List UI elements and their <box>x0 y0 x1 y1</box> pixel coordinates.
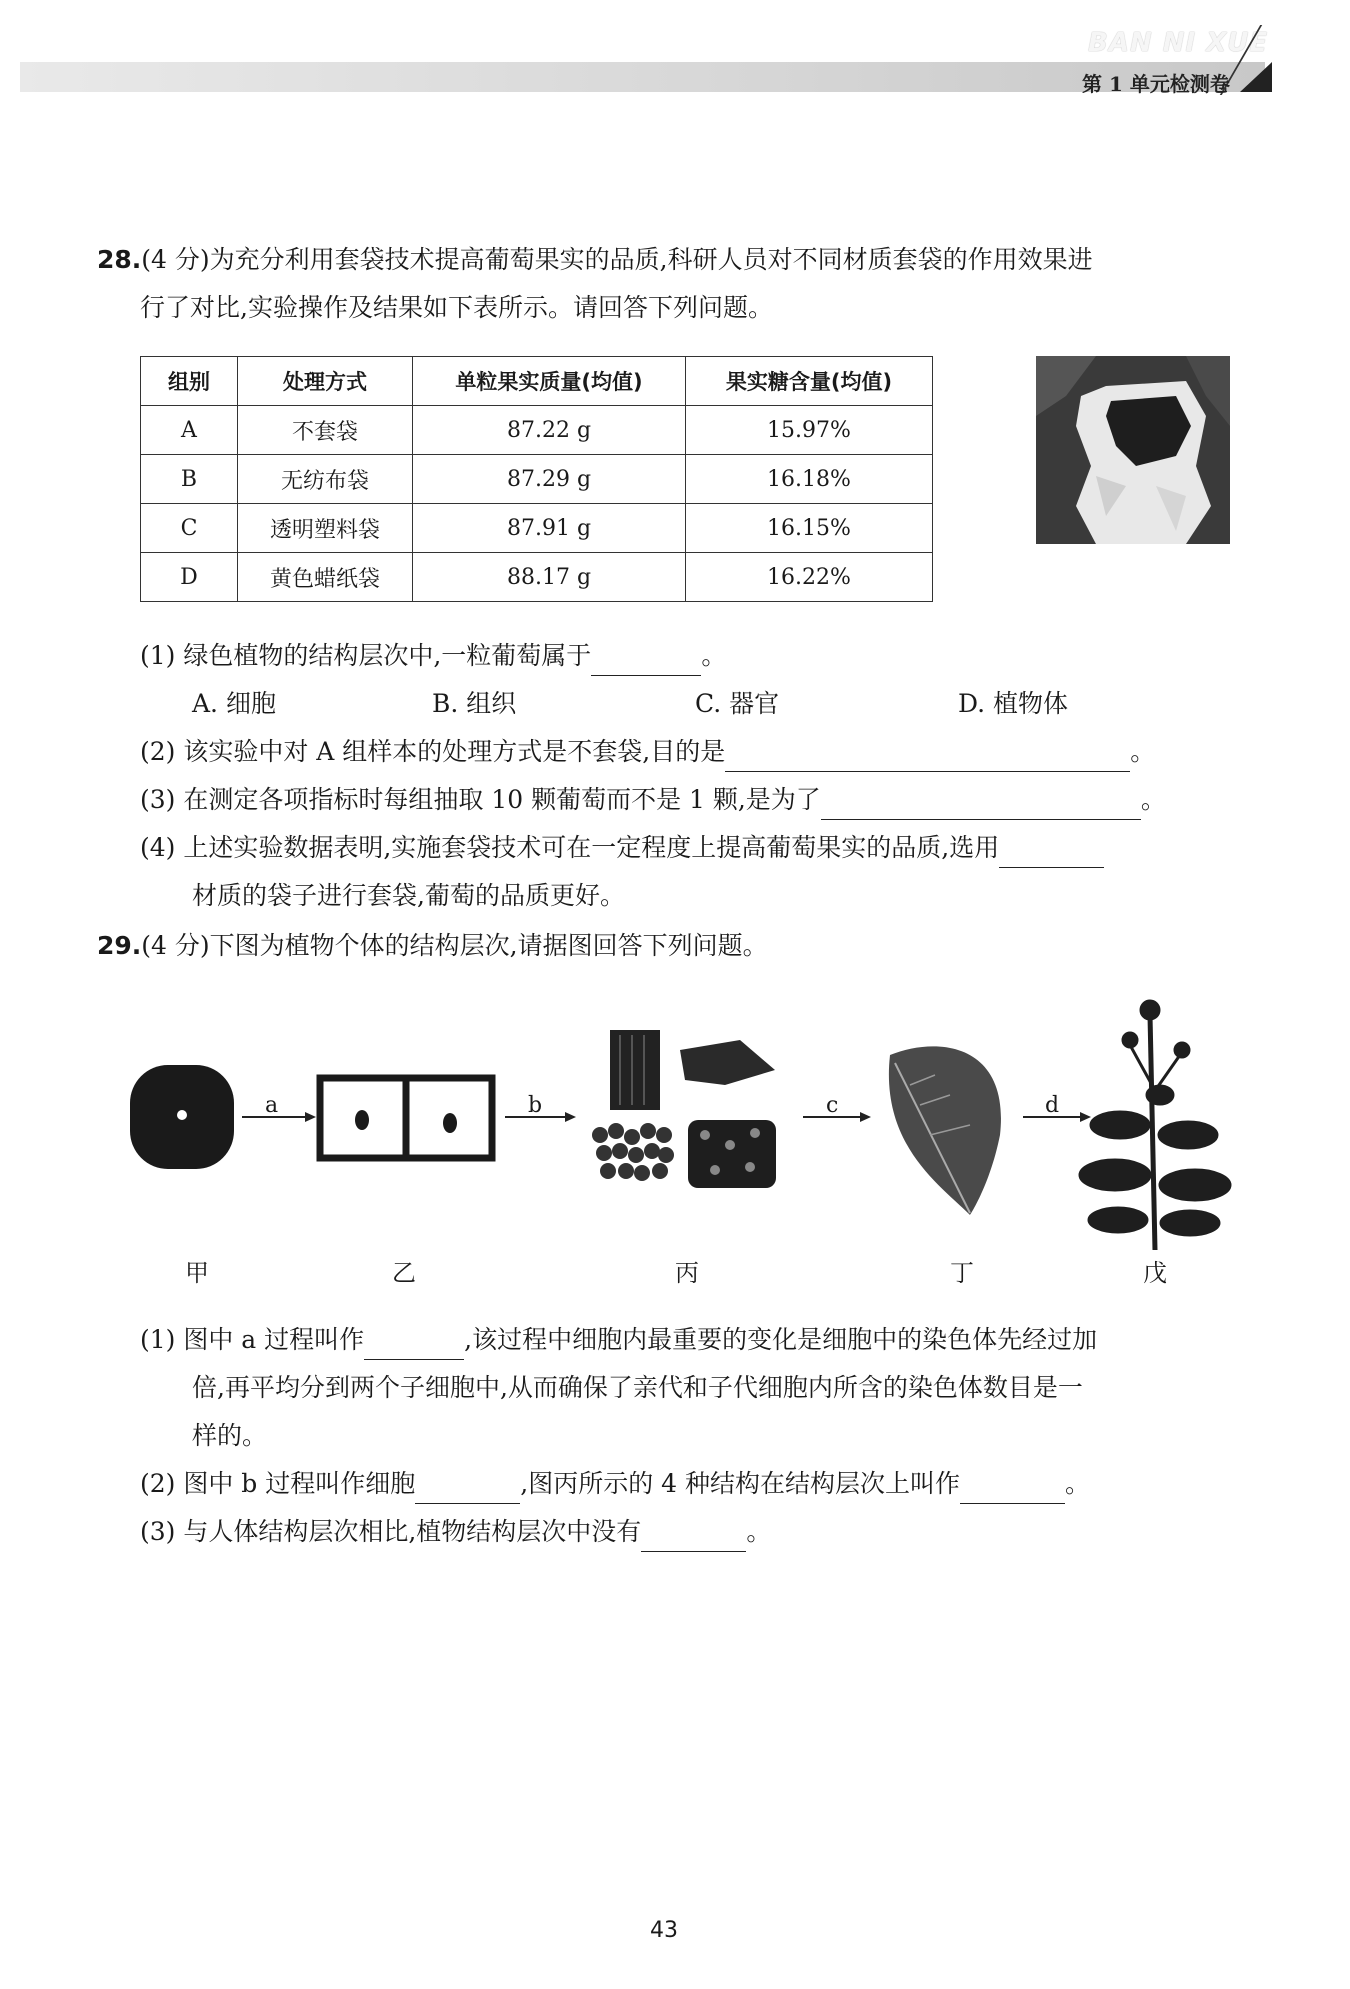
q28-intro-line1 <box>97 240 1093 280</box>
table-cell: 87.29 g <box>413 455 686 504</box>
table-header-cell: 单粒果实质量(均值) <box>413 357 686 406</box>
table-header-cell: 组别 <box>141 357 238 406</box>
q28-sub3 <box>140 780 1166 820</box>
arrow-a-icon <box>242 1112 316 1122</box>
table-cell: D <box>141 553 238 602</box>
plant-illustration <box>1079 1000 1231 1250</box>
q29-intro-text: (4 分)下图为植物个体的结构层次,请据图回答下列问题。 <box>141 931 768 960</box>
q29-intro <box>97 926 768 966</box>
table-row <box>141 553 933 602</box>
table-cell: 16.22% <box>686 553 933 602</box>
table-cell: 黄色蜡纸袋 <box>238 553 413 602</box>
q29-sub1-line3: 样的。 <box>192 1421 268 1450</box>
header-brand: BAN NI XUE <box>1088 28 1269 58</box>
sentence-period: 。 <box>701 641 727 670</box>
header-decoration <box>1240 62 1272 92</box>
q29-sub1-line2: 倍,再平均分到两个子细胞中,从而确保了亲代和子代细胞内所含的染色体数目是一 <box>192 1373 1083 1402</box>
answer-blank[interactable] <box>821 791 1141 820</box>
dividing-cells-illustration <box>320 1078 492 1158</box>
table-cell: 16.15% <box>686 504 933 553</box>
q29-sub2-text-b: ,图丙所示的 4 种结构在结构层次上叫作 <box>520 1469 961 1498</box>
sentence-period: 。 <box>1065 1469 1091 1498</box>
table-row <box>141 406 933 455</box>
q28-sub1-text: (1) 绿色植物的结构层次中,一粒葡萄属于 <box>140 641 592 670</box>
table-header-cell: 果实糖含量(均值) <box>686 357 933 406</box>
q29-sub1-line1 <box>140 1320 1097 1360</box>
q28-choice-a[interactable]: A. 细胞 <box>192 689 276 718</box>
cell-illustration <box>130 1065 234 1169</box>
grape-bag-illustration <box>1036 356 1230 544</box>
arrow-label-a: a <box>265 1093 279 1118</box>
table-header-row <box>141 357 933 406</box>
answer-blank[interactable] <box>725 743 1130 772</box>
answer-blank[interactable] <box>415 1475 520 1504</box>
q29-sub3 <box>140 1512 771 1552</box>
q28-sub4-line1 <box>140 828 1104 868</box>
grape-bag-photo <box>1036 356 1230 544</box>
arrow-label-b: b <box>528 1093 543 1118</box>
q28-choice-c[interactable]: C. 器官 <box>695 689 780 718</box>
q29-number: 29. <box>97 931 142 960</box>
table-cell: 87.91 g <box>413 504 686 553</box>
diagram-label-yi: 乙 <box>392 1259 416 1287</box>
diagram-label-wu: 戊 <box>1143 1259 1167 1287</box>
sentence-period: 。 <box>1140 785 1166 814</box>
q28-choice-b[interactable]: B. 组织 <box>432 689 517 718</box>
header-subtitle: 第 1 单元检测卷 <box>1082 72 1230 96</box>
table-cell: 15.97% <box>686 406 933 455</box>
header-band <box>20 62 1265 92</box>
table-cell: C <box>141 504 238 553</box>
q29-sub3-text: (3) 与人体结构层次相比,植物结构层次中没有 <box>140 1517 642 1546</box>
q29-sub1-text-a: (1) 图中 a 过程叫作 <box>140 1325 365 1354</box>
sentence-period: 。 <box>1130 737 1156 766</box>
structure-levels-illustration <box>120 985 1250 1255</box>
q29-sub2 <box>140 1464 1090 1504</box>
diagram-label-bing: 丙 <box>675 1259 699 1287</box>
sentence-period: 。 <box>746 1517 772 1546</box>
table-cell: 88.17 g <box>413 553 686 602</box>
q28-sub3-text: (3) 在测定各项指标时每组抽取 10 颗葡萄而不是 1 颗,是为了 <box>140 785 821 814</box>
table-cell: 透明塑料袋 <box>238 504 413 553</box>
answer-blank[interactable] <box>960 1475 1065 1504</box>
answer-blank[interactable] <box>641 1523 746 1552</box>
diagram-label-jia: 甲 <box>185 1259 209 1287</box>
table-header-cell: 处理方式 <box>238 357 413 406</box>
answer-blank[interactable] <box>999 839 1104 868</box>
table-row <box>141 455 933 504</box>
answer-blank[interactable] <box>364 1331 464 1360</box>
arrow-label-c: c <box>826 1093 839 1118</box>
arrow-label-d: d <box>1045 1093 1060 1118</box>
leaf-illustration <box>889 1046 1001 1215</box>
plant-structure-diagram <box>120 985 1250 1285</box>
diagram-label-ding: 丁 <box>950 1259 974 1287</box>
q28-intro-line2: 行了对比,实验操作及结果如下表所示。请回答下列问题。 <box>140 293 773 322</box>
q28-data-table <box>140 356 933 602</box>
table-row <box>141 504 933 553</box>
table-cell: 无纺布袋 <box>238 455 413 504</box>
table-cell: 87.22 g <box>413 406 686 455</box>
q28-number: 28. <box>97 245 142 274</box>
table-cell: B <box>141 455 238 504</box>
q28-choice-d[interactable]: D. 植物体 <box>958 689 1069 718</box>
q28-sub4-line2: 材质的袋子进行套袋,葡萄的品质更好。 <box>192 881 625 910</box>
q28-sub2 <box>140 732 1155 772</box>
q29-sub2-text-a: (2) 图中 b 过程叫作细胞 <box>140 1469 416 1498</box>
table-cell: 16.18% <box>686 455 933 504</box>
q28-sub4-text1: (4) 上述实验数据表明,实施套袋技术可在一定程度上提高葡萄果实的品质,选用 <box>140 833 1000 862</box>
tissues-illustration <box>592 1030 776 1188</box>
table-cell: A <box>141 406 238 455</box>
answer-blank[interactable] <box>591 647 701 676</box>
q28-intro-text1: (4 分)为充分利用套袋技术提高葡萄果实的品质,科研人员对不同材质套袋的作用效果进 <box>141 245 1093 274</box>
q29-sub1-text-b: ,该过程中细胞内最重要的变化是细胞中的染色体先经过加 <box>464 1325 1098 1354</box>
q28-sub1 <box>140 636 726 676</box>
table-cell: 不套袋 <box>238 406 413 455</box>
q28-sub2-text: (2) 该实验中对 A 组样本的处理方式是不套袋,目的是 <box>140 737 726 766</box>
page-number: 43 <box>650 1918 678 1943</box>
